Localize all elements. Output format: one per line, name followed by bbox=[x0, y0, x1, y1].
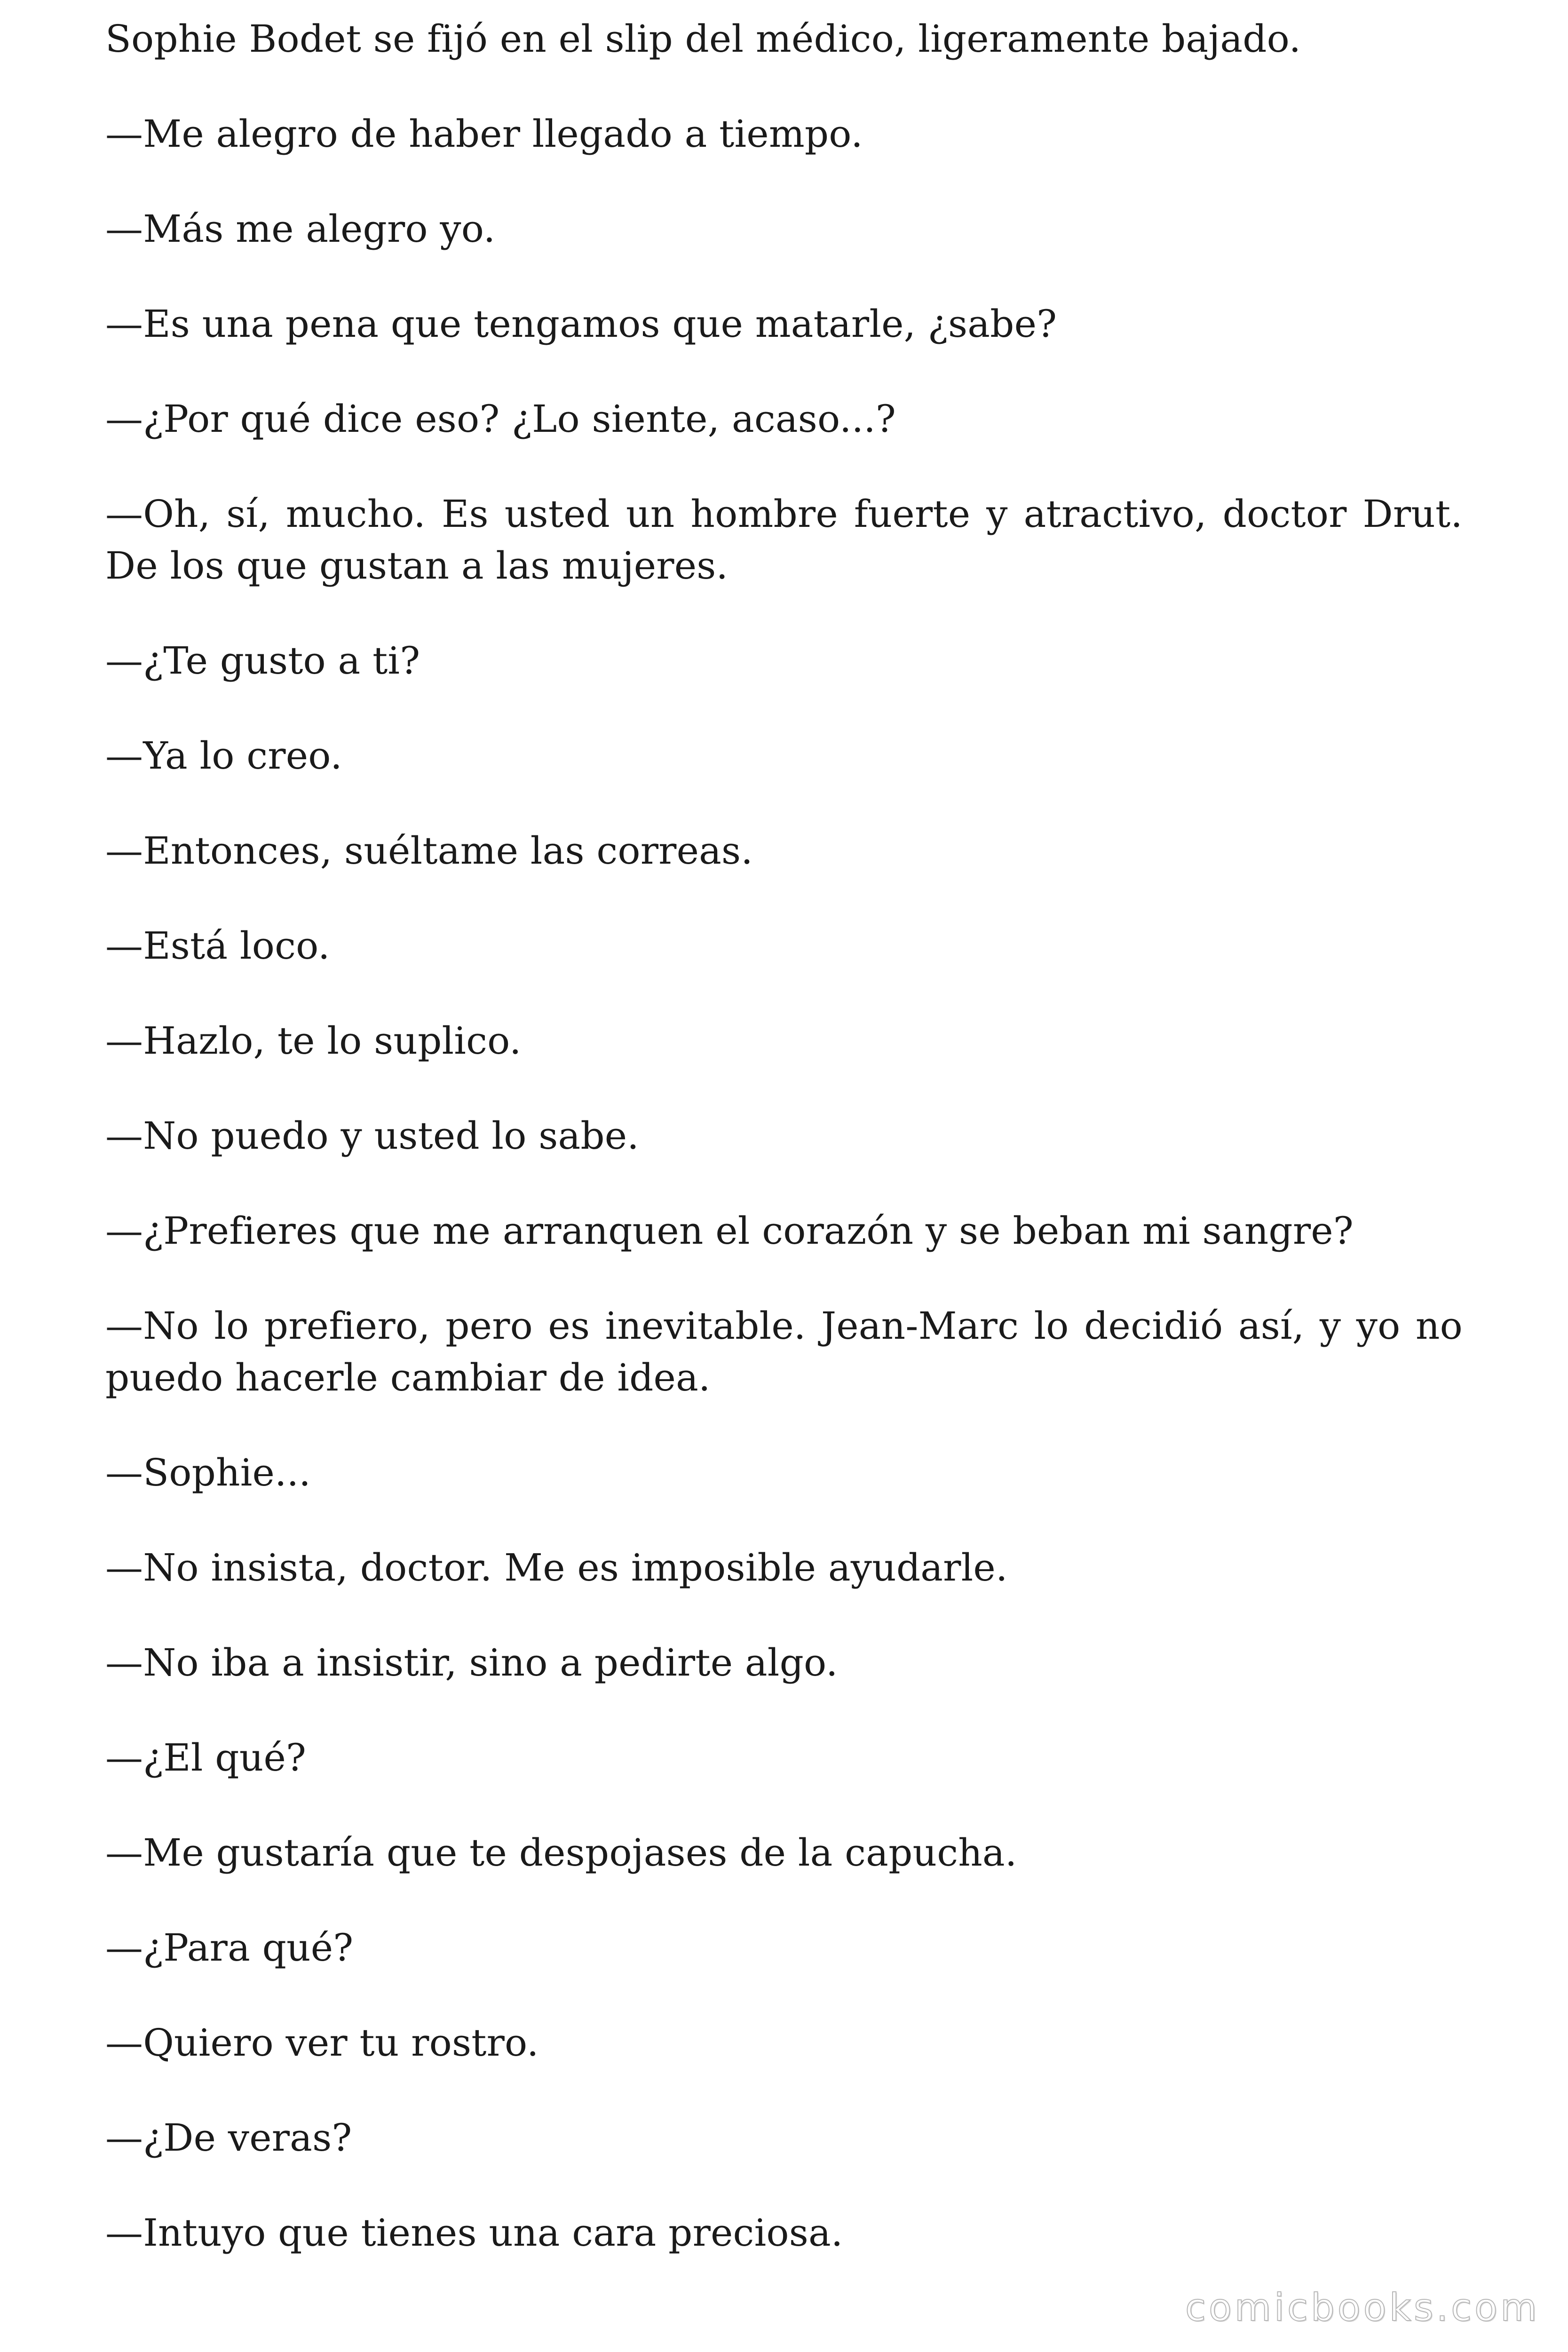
paragraph: —No iba a insistir, sino a pedirte algo. bbox=[105, 1641, 838, 1685]
body-text bbox=[105, 13, 1463, 2302]
paragraph: —¿Para qué? bbox=[105, 1926, 354, 1970]
paragraph: —Ya lo creo. bbox=[105, 734, 342, 778]
paragraph: —¿Prefieres que me arranquen el corazón y se beban mi sangre? bbox=[105, 1209, 1354, 1253]
paragraph: —Es una pena que tengamos que matarle, ¿sabe? bbox=[105, 302, 1057, 346]
paragraph: Sophie Bodet se fijó en el slip del médico, ligeramente bajado. bbox=[105, 17, 1301, 61]
paragraph: —Oh, sí, mucho. Es usted un hombre fuerte y atractivo, doctor Drut. De los que gustan a las mujeres. bbox=[105, 492, 1463, 588]
paragraph: —Me gustaría que te despojases de la capucha. bbox=[105, 1831, 1017, 1875]
paragraph: —¿El qué? bbox=[105, 1736, 307, 1780]
paragraph: —¿Por qué dice eso? ¿Lo siente, acaso...? bbox=[105, 397, 896, 441]
paragraph: —Entonces, suéltame las correas. bbox=[105, 829, 753, 873]
paragraph: —No insista, doctor. Me es imposible ayudarle. bbox=[105, 1546, 1008, 1589]
paragraph: —Me alegro de haber llegado a tiempo. bbox=[105, 112, 863, 156]
paragraph: —Está loco. bbox=[105, 924, 330, 968]
paragraph: —No puedo y usted lo sabe. bbox=[105, 1114, 639, 1158]
paragraph: —Intuyo que tienes una cara preciosa. bbox=[105, 2211, 843, 2255]
paragraph: —¿Te gusto a ti? bbox=[105, 639, 420, 683]
paragraph: —Más me alegro yo. bbox=[105, 207, 496, 251]
paragraph: —No lo prefiero, pero es inevitable. Jean-Marc lo decidió así, y yo no puedo hacerle cambiar de idea. bbox=[105, 1304, 1463, 1399]
paragraph: —Hazlo, te lo suplico. bbox=[105, 1019, 522, 1063]
paragraph: —Quiero ver tu rostro. bbox=[105, 2021, 539, 2065]
paragraph: —¿De veras? bbox=[105, 2116, 352, 2160]
paragraph: —Sophie... bbox=[105, 1451, 311, 1494]
watermark: comicbooks.com bbox=[1185, 2286, 1540, 2329]
